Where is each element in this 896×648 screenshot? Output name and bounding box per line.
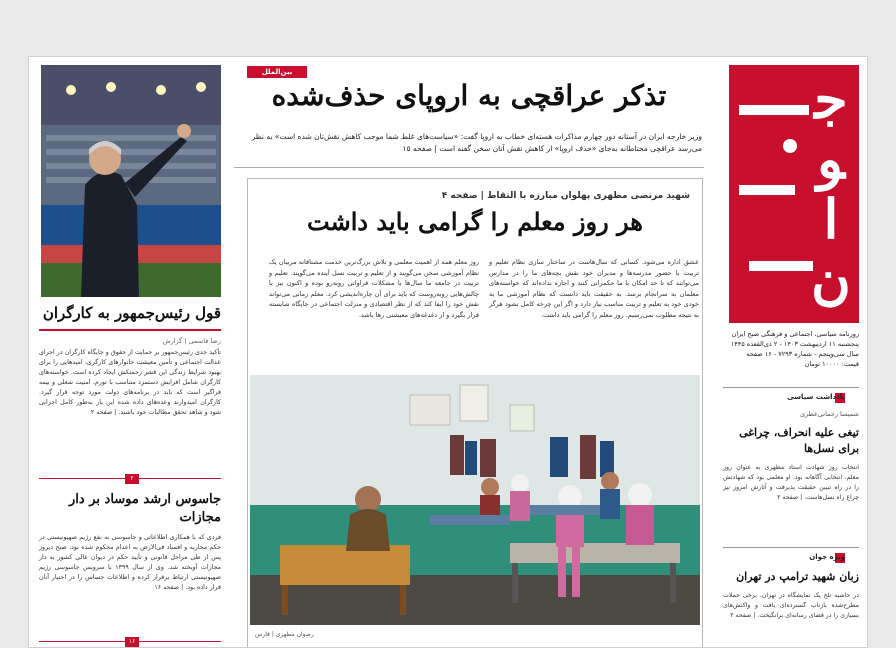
- main-summary: وزیر خارجه ایران در آستانه دور چهارم مذاکرات هسته‌ای خطاب به اروپا گفت: «سیاست‌های غلط شما موجب کاهش نقش‌تان شده است» به نظر می‌رسد عراقچی محتاطانه به‌جای «حذف اروپا» از کاهش نقش آنان سخن گفته است | صفحه ۱۵: [251, 132, 702, 153]
- masthead-meta-line: سال سی‌وپنجم - شماره ۷۲۹۳ - ۱۶ صفحه: [746, 350, 859, 358]
- story2-body: در حاشیه تلخ یک نمایشگاه در تهران، برخی جملات مطرح‌شده بازتاب گسترده‌ای یافت و واکنش‌های بسیاری را در فضای رسانه‌ای برانگیخت. | صفحه ۲: [723, 592, 859, 619]
- main-headline: تذکر عراقچی به اروپای حذف‌شده: [271, 79, 667, 112]
- page-badge: ۲: [125, 474, 139, 484]
- feature-column: عشق اداره می‌شود. کسانی که سال‌هاست در ساختار سازی نظام تعلیم و تربیت با حضور مدرسه‌ها و مدیران خود نقش بچه‌های ما را در مدارس می‌توانند که تا حد امکان با ما حکمرانی کنند و اجازه نداده‌اند که خواسته‌های معلمان به سرانجام برسد. به حقیقت باید دانست که نظام آموزشی ما به خودی خود به تعلیم و تربیت مناسب نیاز دارد و اگر این چرخه کامل نشود هرگز به نتیجه مطلوب نمی‌رسیم. روز معلم را گرامی باید داشت.: [489, 258, 699, 319]
- logo-stroke: [739, 105, 809, 115]
- story1-byline: شمیسا رحمانی‌عطری: [799, 410, 859, 418]
- divider: [39, 329, 221, 331]
- second-story-body: فردی که با همکاری اطلاعاتی و جاسوسی به نفع رژیم صهیونیستی در حکم محاربه و افساد فی‌الارض به اعدام محکوم شده بود، صبح دیروز پس از طی مراحل قانونی و تأیید حکم در دیوان عالی کشور به دار مجازات آویخته شد. وی از سال ۱۳۹۹ با سرویس جاسوسی رژیم صهیونیستی ارتباط برقرار کرده و اطلاعات حساس را در اختیار آنان قرار داده بود. | صفحه ۱۶: [39, 534, 221, 591]
- feature-column: روز معلم همه از اهمیت معلمی و تلاش بزرگ‌ترین خدمت مشتاقانه مربیان یک نظام آموزشی سخن می‌گویند و از تعلیم و تربیت نسل آینده می‌گویند. تعلیم و تربیت در جامعه ما سال‌ها با مشکلات فراوانی روبه‌رو بوده و اکنون نیز با چالش‌هایی روبه‌روست که باید برای آن چاره‌اندیشی کرد. معلم زمانی می‌تواند نقش خود را ایفا کند که از نظر اقتصادی و منزلت اجتماعی در جایگاه شایسته قرار بگیرد و از دغدغه‌های معیشتی رها باشد.: [269, 258, 479, 319]
- newspaper-front-page: [28, 56, 868, 648]
- masthead-meta-line: روزنامه سیاسی، اجتماعی و فرهنگی صبح ایران: [731, 330, 859, 338]
- story1-label: یادداشت سیاسی: [787, 393, 845, 401]
- divider: [723, 387, 859, 388]
- feature-kicker: شهید مرتضی مطهری پهلوان مبارزه با التقاط | صفحه ۴: [441, 191, 690, 201]
- photo-credit: رضوان مطهری | فارس: [255, 631, 314, 638]
- page-badge: ۱۶: [125, 637, 139, 647]
- classroom-photo: [250, 375, 700, 625]
- feature-columns: [269, 257, 699, 320]
- second-story-headline: جاسوس ارشد موساد بر دار مجازات: [69, 492, 221, 525]
- story1-headline: تیغی علیه انحراف، چراغی برای نسل‌ها: [739, 426, 859, 455]
- president-photo: [41, 65, 221, 297]
- divider: [234, 167, 704, 168]
- section-badge: بین‌الملل: [247, 66, 307, 78]
- masthead-meta-line: پنجشنبه ۱۱ اردیبهشت ۱۴۰۳ - ۲ ذی‌القعده ۱۴۴۵: [730, 340, 859, 348]
- story2-label: ویژه جوان: [809, 553, 845, 561]
- masthead-logo: [729, 65, 859, 323]
- story1-body: انتخاب روز شهادت استاد مطهری به عنوان روز معلم، انتخابی آگاهانه بود. او معلمی بود که شهادتش را در راه تبیین حقیقت پذیرفت و آثارش امروز نیز چراغ راه نسل‌هاست. | صفحه ۲: [723, 464, 859, 501]
- logo-dot: [783, 139, 797, 153]
- masthead-name: جوان: [811, 67, 851, 311]
- lead-story-headline: قول رئیس‌جمهور به کارگران: [42, 304, 221, 322]
- masthead-meta-line: قیمت: ۱۰۰۰۰ تومان: [804, 360, 859, 368]
- lead-story-body: تأکید جدی رئیس‌جمهور بر حمایت از حقوق و جایگاه کارگران در اجرای عدالت اجتماعی و تأمین معیشت خانوارهای کارگری، امیدهایی را برای بهبود شرایط زندگی این قشر زحمتکش ایجاد کرده است. خواسته‌های کارگران شامل افزایش دستمزد متناسب با تورم، امنیت شغلی و بیمه فراگیر است که باید در برنامه‌های دولت مورد توجه قرار گیرد. کارگران امیدوارند وعده‌های داده شده این بار به‌طور کامل اجرایی شود و شاهد تحقق مطالبات خود باشند. | صفحه ۲: [39, 349, 221, 416]
- masthead-meta: [729, 329, 859, 369]
- logo-stroke: [749, 261, 813, 271]
- feature-headline: هر روز معلم را گرامی باید داشت: [307, 207, 643, 236]
- story2-headline: زبان شهید ترامپ در تهران: [736, 570, 859, 583]
- lead-story-byline: رضا قاسمی | گزارش: [162, 337, 221, 345]
- divider: [723, 547, 859, 548]
- logo-stroke: [739, 185, 795, 195]
